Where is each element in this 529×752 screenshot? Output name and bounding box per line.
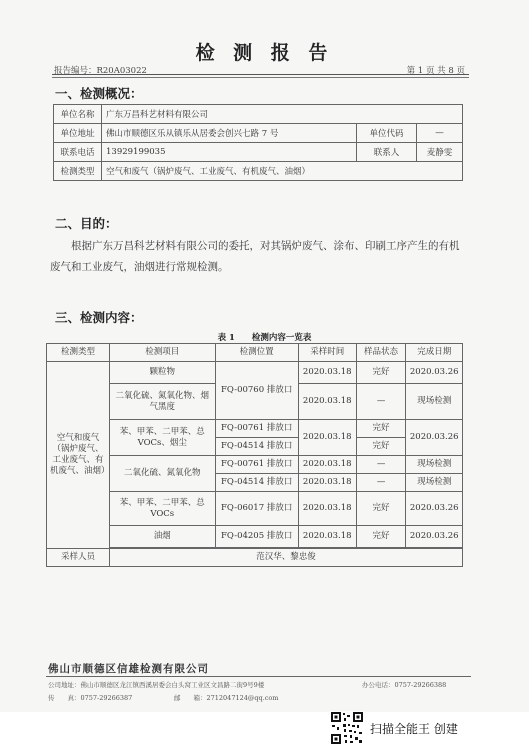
table-cell: 二氧化硫、氮氧化物、烟气黑度 [109,384,215,420]
table-cell: 2020.03.26 [406,492,463,526]
table-cell: FQ-04514 排放口 [215,438,298,456]
contact-value: 麦静雯 [417,143,463,162]
footer-office-phone: 办公电话：0757-29266388 [362,681,447,689]
table-cell: 完好 [356,526,406,548]
footer-email: 邮 箱：2712047124@qq.com [174,694,279,702]
phone-value: 13929199035 [102,143,357,162]
table-cell: 2020.03.18 [298,362,356,384]
type-value: 空气和废气（锅炉废气、工业废气、有机废气、油烟） [102,162,463,181]
table-cell: 2020.03.18 [298,384,356,420]
section1-heading: 一、检测概况： [55,86,143,101]
page-info: 第 1 页 共 8 页 [406,66,465,76]
report-title: 检 测 报 告 [195,42,334,64]
category-cell: 空气和废气（锅炉废气、工业废气、有机废气、油烟） [47,362,110,549]
section3-heading: 三、检测内容： [55,310,143,325]
content-table [46,343,463,567]
table-cell: 油烟 [109,526,215,548]
footer-address: 公司地址：佛山市顺德区龙江镇西溪居委会白头窝工业区文昌路二街9号9楼 [48,681,265,689]
table-cell: 完好 [356,438,406,456]
table-cell: 苯、甲苯、二甲苯、总 VOCs、烟尘 [109,420,215,456]
table-cell: 现场检测 [406,456,463,474]
company-label: 单位名称 [54,105,102,124]
section2-heading: 二、目的： [55,216,118,231]
scanner-label: 扫描全能王 创建 [370,721,458,736]
table-cell: 2020.03.18 [298,474,356,492]
table-cell: — [356,474,406,492]
table-cell: 2020.03.18 [298,526,356,548]
table-cell: — [356,456,406,474]
table-caption: 表 1 检测内容一览表 [217,333,312,343]
header-location: 检测位置 [215,344,298,362]
code-value: — [417,124,463,143]
table-cell: FQ-04514 排放口 [215,474,298,492]
sampler-value: 范汉华、黎忠俊 [109,549,462,567]
header-item: 检测项目 [109,344,215,362]
header-time: 采样时间 [298,344,356,362]
code-label: 单位代码 [357,124,417,143]
table-cell: FQ-00761 排放口 [215,456,298,474]
table-cell: FQ-00761 排放口 [215,420,298,438]
company-value: 广东万昌科艺材料有限公司 [102,105,463,124]
table-cell: 2020.03.18 [298,420,356,456]
table-cell: 二氧化硫、氮氧化物 [109,456,215,492]
table-cell: 苯、甲苯、二甲苯、总 VOCs [109,492,215,526]
footer-company: 佛山市顺德区信雄检测有限公司 [48,663,209,675]
phone-label: 联系电话 [54,143,102,162]
table-cell: 2020.03.18 [298,456,356,474]
table-cell: FQ-00760 排放口 [215,362,298,420]
scanner-watermark [330,711,458,745]
header-state: 样品状态 [356,344,406,362]
table-cell: — [356,384,406,420]
header-type: 检测类型 [47,344,110,362]
header-rule [52,74,469,75]
contact-label: 联系人 [357,143,417,162]
table-cell: FQ-06017 排放口 [215,492,298,526]
table-cell: FQ-04205 排放口 [215,526,298,548]
table-cell: 现场检测 [406,384,463,420]
table-cell: 完好 [356,362,406,384]
address-value: 佛山市顺德区乐从镇乐从居委会创兴七路 7 号 [102,124,357,143]
table-cell: 2020.03.26 [406,420,463,456]
overview-table [53,104,463,181]
header-done: 完成日期 [406,344,463,362]
table-cell: 完好 [356,420,406,438]
footer-rule [46,676,471,677]
report-number: 报告编号：R20A03022 [54,66,147,76]
sampler-label: 采样人员 [47,549,110,567]
qr-code-icon [330,711,364,745]
table-cell: 完好 [356,492,406,526]
table-cell: 2020.03.26 [406,526,463,548]
table-cell: 2020.03.18 [298,492,356,526]
table-cell: 2020.03.26 [406,362,463,384]
header-rule-thin [52,77,469,78]
table-cell: 现场检测 [406,474,463,492]
type-label: 检测类型 [54,162,102,181]
address-label: 单位地址 [54,124,102,143]
footer-fax: 传 真：0757-29266387 [48,694,133,702]
purpose-text: 根据广东万昌科艺材料有限公司的委托，对其锅炉废气、涂布、印刷工序产生的有机废气和工业废气，油烟进行常规检测。 [50,240,460,273]
table-cell: 颗粒物 [109,362,215,384]
